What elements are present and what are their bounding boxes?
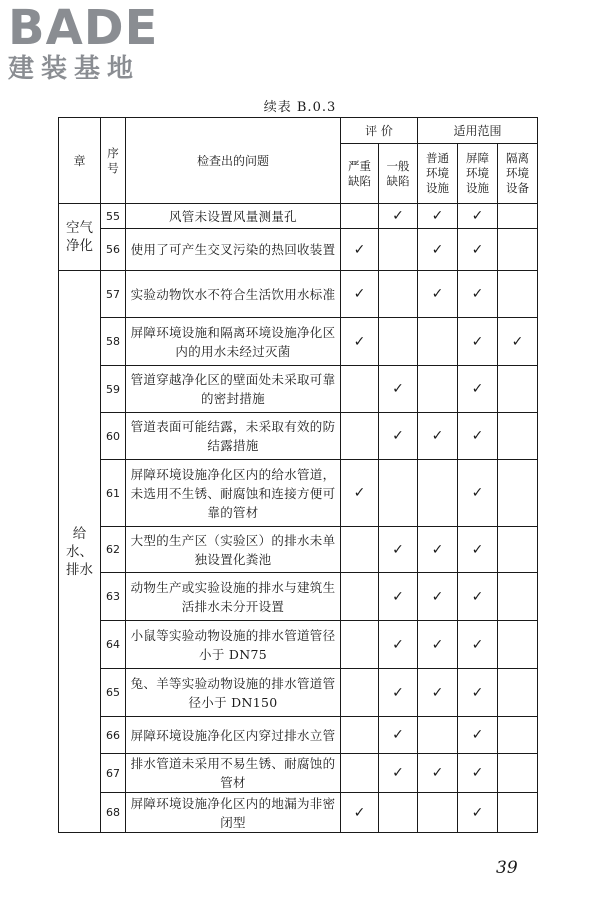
cell-normal-env [418,793,458,833]
cell-normal-env [418,271,458,318]
cell-barrier-env [458,754,498,793]
chapter-name: 给水、排水 [66,525,93,578]
check-mark-icon: ✓ [471,485,484,501]
cell-severe [341,754,379,793]
check-mark-icon: ✓ [471,684,484,701]
issue-text: 小鼠等实验动物设施的排水管道管径小于 DN75 [126,621,341,669]
issue-text: 屏障环境设施和隔离环境设施净化区内的用水未经过灭菌 [126,318,341,366]
cell-general [379,318,418,366]
cell-severe [341,460,379,527]
chapter-cell [59,271,101,833]
cell-normal-env [418,573,458,621]
check-mark-icon: ✓ [353,485,366,501]
cell-normal-env [418,318,458,366]
table-caption: 续表 B.0.3 [263,100,337,115]
header-general-text: 一般缺陷 [386,158,410,188]
check-mark-icon: ✓ [392,208,404,224]
issue-text: 排水管道未采用不易生锈、耐腐蚀的管材 [126,754,341,793]
cell-barrier-env [458,229,498,271]
seq-number: 55 [101,204,126,229]
check-mark-icon: ✓ [471,428,484,444]
check-mark-icon: ✓ [431,765,444,781]
inspection-table [58,117,538,833]
cell-barrier-env [458,204,498,229]
cell-general [379,573,418,621]
seq-number: 68 [101,793,126,833]
check-mark-icon: ✓ [471,333,484,350]
cell-general [379,621,418,669]
cell-isolation-env [498,527,538,573]
check-mark-icon: ✓ [431,636,444,653]
header-isolation-env-text: 隔离环境设备 [506,151,530,195]
cell-isolation-env [498,271,538,318]
chapter-cell [59,204,101,271]
check-mark-icon: ✓ [431,588,444,605]
cell-normal-env [418,717,458,754]
cell-barrier-env [458,271,498,318]
table-row [59,717,538,754]
cell-normal-env [418,621,458,669]
header-general [379,144,418,204]
cell-general [379,413,418,460]
table-row [59,229,538,271]
cell-general [379,229,418,271]
check-mark-icon: ✓ [471,286,484,302]
cell-barrier-env [458,413,498,460]
header-severe-text: 严重缺陷 [348,158,371,188]
cell-barrier-env [458,621,498,669]
cell-normal-env [418,204,458,229]
cell-severe [341,717,379,754]
header-isolation-env [498,144,538,204]
issue-text: 兔、羊等实验动物设施的排水管道管径小于 DN150 [126,669,341,717]
seq-number: 59 [101,366,126,413]
table-row [59,460,538,527]
check-mark-icon: ✓ [431,684,444,701]
check-mark-icon: ✓ [431,241,444,258]
header-seq-text: 序号 [107,145,119,175]
table-row [59,573,538,621]
seq-number: 64 [101,621,126,669]
table-body [59,204,538,833]
header-evaluation: 评 价 [341,118,418,144]
table-header [59,118,538,204]
logo-brand: BADE [8,0,159,56]
header-issue: 检查出的问题 [126,118,341,204]
page-number: 39 [496,858,518,878]
cell-isolation-env [498,204,538,229]
check-mark-icon: ✓ [353,286,366,302]
issue-text: 管道表面可能结露，未采取有效的防结露措施 [126,413,341,460]
cell-general [379,717,418,754]
seq-number: 58 [101,318,126,366]
cell-barrier-env [458,573,498,621]
cell-isolation-env [498,621,538,669]
check-mark-icon: ✓ [471,541,484,558]
cell-isolation-env [498,717,538,754]
check-mark-icon: ✓ [431,208,444,224]
cell-general [379,271,418,318]
seq-number: 60 [101,413,126,460]
cell-barrier-env [458,669,498,717]
cell-severe [341,318,379,366]
cell-severe [341,621,379,669]
cell-isolation-env [498,669,538,717]
table-row [59,527,538,573]
cell-isolation-env [498,318,538,366]
cell-isolation-env [498,460,538,527]
issue-text: 动物生产或实验设施的排水与建筑生活排水未分开设置 [126,573,341,621]
check-mark-icon: ✓ [392,381,404,397]
cell-severe [341,527,379,573]
cell-general [379,204,418,229]
seq-number: 65 [101,669,126,717]
cell-severe [341,366,379,413]
cell-barrier-env [458,460,498,527]
check-mark-icon: ✓ [471,804,484,821]
cell-isolation-env [498,229,538,271]
check-mark-icon: ✓ [392,541,404,558]
cell-general [379,754,418,793]
issue-text: 风管未设置风量测量孔 [126,204,341,229]
cell-general [379,793,418,833]
cell-barrier-env [458,717,498,754]
cell-barrier-env [458,527,498,573]
cell-barrier-env [458,793,498,833]
issue-text: 管道穿越净化区的壁面处未采取可靠的密封措施 [126,366,341,413]
table-row [59,271,538,318]
cell-severe [341,413,379,460]
header-normal-env [418,144,458,204]
check-mark-icon: ✓ [471,208,484,224]
cell-normal-env [418,229,458,271]
cell-severe [341,573,379,621]
cell-severe [341,229,379,271]
cell-general [379,669,418,717]
cell-isolation-env [498,573,538,621]
seq-number: 56 [101,229,126,271]
table-row [59,669,538,717]
cell-isolation-env [498,366,538,413]
issue-text: 屏障环境设施净化区内的给水管道，未选用不生锈、耐腐蚀和连接方便可靠的管材 [126,460,341,527]
cell-general [379,460,418,527]
check-mark-icon: ✓ [392,428,404,444]
logo-subtitle: 建装基地 [8,54,141,84]
table-row [59,793,538,833]
check-mark-icon: ✓ [353,241,366,258]
header-scope: 适用范围 [418,118,538,144]
cell-severe [341,204,379,229]
seq-number: 62 [101,527,126,573]
check-mark-icon: ✓ [511,333,524,350]
logo [8,2,158,84]
check-mark-icon: ✓ [392,684,404,701]
check-mark-icon: ✓ [431,286,444,302]
header-barrier-env [458,144,498,204]
check-mark-icon: ✓ [392,636,404,653]
cell-severe [341,271,379,318]
check-mark-icon: ✓ [471,241,484,258]
cell-barrier-env [458,366,498,413]
cell-isolation-env [498,754,538,793]
cell-normal-env [418,413,458,460]
issue-text: 实验动物饮水不符合生活饮用水标准 [126,271,341,318]
cell-isolation-env [498,793,538,833]
issue-text: 使用了可产生交叉污染的热回收装置 [126,229,341,271]
check-mark-icon: ✓ [353,804,366,821]
check-mark-icon: ✓ [353,333,366,350]
seq-number: 63 [101,573,126,621]
check-mark-icon: ✓ [431,541,444,558]
check-mark-icon: ✓ [471,588,484,605]
header-severe [341,144,379,204]
header-chapter: 章 [59,118,101,204]
table-row [59,754,538,793]
seq-number: 61 [101,460,126,527]
check-mark-icon: ✓ [392,765,404,781]
check-mark-icon: ✓ [471,636,484,653]
table-row [59,413,538,460]
chapter-name: 空气净化 [66,220,93,254]
cell-general [379,366,418,413]
issue-text: 大型的生产区（实验区）的排水未单独设置化粪池 [126,527,341,573]
check-mark-icon: ✓ [471,727,484,743]
table-row [59,366,538,413]
seq-number: 67 [101,754,126,793]
issue-text: 屏障环境设施净化区内穿过排水立管 [126,717,341,754]
cell-normal-env [418,527,458,573]
table-row [59,318,538,366]
table-row [59,204,538,229]
check-mark-icon: ✓ [392,588,404,605]
check-mark-icon: ✓ [431,428,444,444]
cell-normal-env [418,754,458,793]
header-seq [101,118,126,204]
issue-text: 屏障环境设施净化区内的地漏为非密闭型 [126,793,341,833]
table-row [59,621,538,669]
cell-severe [341,793,379,833]
check-mark-icon: ✓ [471,765,484,781]
header-barrier-env-text: 屏障环境设施 [466,151,490,195]
seq-number: 66 [101,717,126,754]
header-normal-env-text: 普通环境设施 [426,151,450,195]
cell-isolation-env [498,413,538,460]
cell-general [379,527,418,573]
cell-severe [341,669,379,717]
cell-normal-env [418,460,458,527]
seq-number: 57 [101,271,126,318]
cell-normal-env [418,366,458,413]
check-mark-icon: ✓ [471,381,484,397]
check-mark-icon: ✓ [392,727,404,743]
cell-barrier-env [458,318,498,366]
cell-normal-env [418,669,458,717]
